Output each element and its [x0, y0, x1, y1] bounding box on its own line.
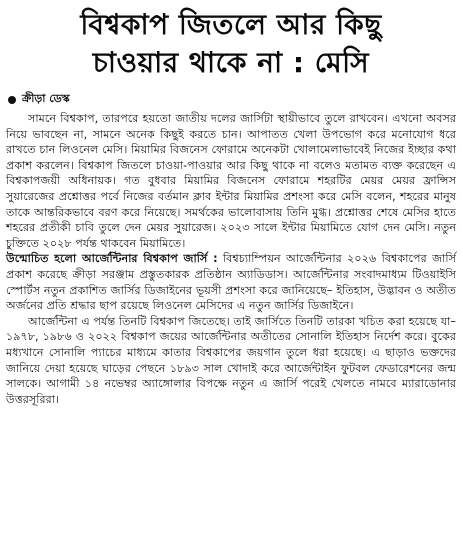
- paragraph: সামনে বিশ্বকাপ, তারপরে হয়তো জাতীয় দলের জার্সিটা স্থায়ীভাবে তুলে রাখবেন। এখনো অবসর নিয়ে ভাবছেন না, সামনে অনেক কিছুই করতে চান। আপাতত খেলা উপভোগ করে মনোযোগ ধরে রাখতে চান লিওনেল মেসি। মিয়ামির বিজনেস ফোরামে অনেকটা খোলামেলাভাবেই নিজের ইচ্ছার কথা প্রকাশ করলেন। বিশ্বকাপ জিতলে চাওয়া-পাওয়ার আর কিছু থাকে না বলেও মতামত ব্যক্ত করেছেন এ বিশ্বকাপজয়ী অধিনায়ক। গত বুধবার মিয়ামির বিজনেস ফোরামে শহরটির মেয়র মেয়র ফ্রান্সিস সুয়ারেজের প্রশ্নোত্তর পর্বে নিজের বর্তমান ক্লাব ইন্টার মিয়ামির প্রশংসা করে মেসি বলেন, শহরের মানুষ তাকে আন্তরিকভাবে বরণ করে নিয়েছে। সমর্থকের ভালোবাসায় তিনি মুগ্ধ। প্রশ্নোত্তর শেষে মেসির হাতে শহরের প্রতীকী চাবি তুলে দেন মেয়র সুয়ারেজ। ২০২৩ সালে ইন্টার মিয়ামিতে যোগ দেন মেসি। নতুন চুক্তিতে ২০২৮ পর্যন্ত থাকবেন মিয়ামিতে।: [6, 112, 456, 250]
- paragraph-section-2b: আর্জেন্টিনা এ পর্যন্ত তিনটি বিশ্বকাপ জিতেছে। তাই জার্সিতে তিনটি তারকা খচিত করা হয়েছে যা– ১৯৭৮, ১৯৮৬ ও ২০২২ বিশ্বকাপ জয়ের আর্জেন্টিনার অতীতের সোনালি ইতিহাস নির্দেশ করে। বুকের মধ্যখানে সোনালি প্যাচের মাধ্যমে কাতার বিশ্বকাপের জয়গান তুলে ধরা হয়েছে। এ ছাড়াও ভক্তদের জানিয়ে দেয়া হয়েছে ঘাড়ের পেছনে ১৮৯৩ সাল খোদাই করে আর্জেন্টাইন ফুটবল ফেডারেশনের জন্ম সালকে। আগামী ১৪ নভেম্বর অ্যাঙ্গোলার বিপক্ষে নতুন এ জার্সি পরেই খেলতে নামবে ম্যারাডোনার উত্তরসূরিরা।: [6, 314, 456, 406]
- headline: [6, 6, 456, 82]
- subhead: উন্মোচিত হলো আর্জেন্টিনার বিশ্বকাপ জার্সি :: [6, 252, 218, 266]
- bullet-icon: [8, 96, 16, 104]
- article-body: [6, 111, 456, 407]
- byline-text: ক্রীড়া ডেস্ক: [22, 92, 70, 105]
- section-2-text: বিশ্বচ্যাম্পিয়ন আর্জেন্টিনার ২০২৬ বিশ্বকাপের জার্সি প্রকাশ করেছে ক্রীড়া সরঞ্জাম প্রস্তুতকারক প্রতিষ্ঠান অ্যাডিডাস। আর্জেন্টিনার সংবাদমাধ্যম টিওয়াইসি স্পোর্টস নতুন প্রকাশিত জার্সির ডিজাইনের ভূয়সী প্রশংসা করে জানিয়েছে– ইতিহাস, উদ্ভাবন ও অতীত অর্জনের প্রতি শ্রদ্ধার ছাপ রয়েছে লিওনেল মেসিদের এ নতুন জার্সির ডিজাইনে।: [6, 252, 456, 313]
- paragraph-section-2: [6, 251, 456, 313]
- headline-line-2: চাওয়ার থাকে না : মেসি: [92, 46, 370, 79]
- byline: [8, 90, 456, 109]
- headline-line-1: বিশ্বকাপ জিতলে আর কিছু: [80, 8, 382, 41]
